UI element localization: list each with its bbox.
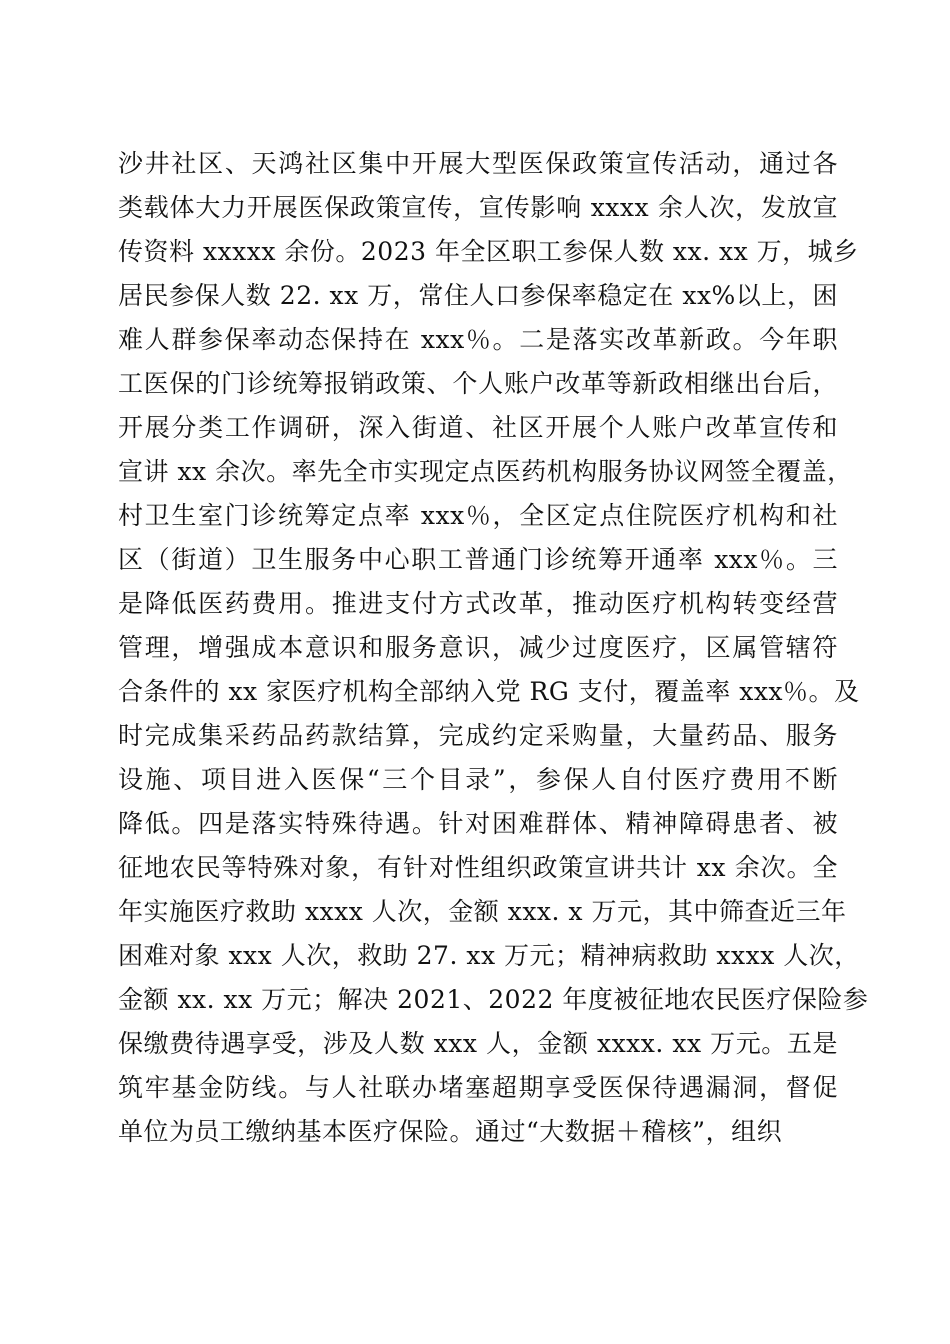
text-line: 时完成集采药品药款结算，完成约定采购量，大量药品、服务 bbox=[118, 721, 838, 750]
text-line: 征地农民等特殊对象，有针对性组织政策宣讲共计 xx 余次。全 bbox=[118, 853, 838, 882]
text-line: 宣讲 xx 余次。率先全市实现定点医药机构服务协议网签全覆盖， bbox=[118, 457, 853, 486]
text-line: 难人群参保率动态保持在 xxx％。二是落实改革新政。今年职 bbox=[118, 325, 838, 354]
text-line: 传资料 xxxxx 余份。2023 年全区职工参保人数 xx. xx 万，城乡 bbox=[118, 237, 859, 266]
body-paragraph bbox=[118, 142, 869, 1154]
text-line: 合条件的 xx 家医疗机构全部纳入党 RG 支付，覆盖率 xxx％。及 bbox=[118, 677, 860, 706]
text-line: 年实施医疗救助 xxxx 人次，金额 xxx. x 万元，其中筛查近三年 bbox=[118, 897, 847, 926]
text-line: 是降低医药费用。推进支付方式改革，推动医疗机构转变经营 bbox=[118, 589, 838, 618]
text-line: 区（街道）卫生服务中心职工普通门诊统筹开通率 xxx％。三 bbox=[118, 545, 838, 574]
text-line: 保缴费待遇享受，涉及人数 xxx 人，金额 xxxx. xx 万元。五是 bbox=[118, 1029, 838, 1058]
text-line: 困难对象 xxx 人次，救助 27. xx 万元；精神病救助 xxxx 人次， bbox=[118, 941, 860, 970]
text-line: 村卫生室门诊统筹定点率 xxx％，全区定点住院医疗机构和社 bbox=[118, 501, 838, 530]
text-line: 金额 xx. xx 万元；解决 2021、2022 年度被征地农民医疗保险参 bbox=[118, 985, 869, 1014]
text-line: 筑牢基金防线。与人社联办堵塞超期享受医保待遇漏洞，督促 bbox=[118, 1073, 838, 1102]
text-line: 单位为员工缴纳基本医疗保险。通过“大数据＋稽核”，组织 bbox=[118, 1117, 783, 1146]
text-line: 设施、项目进入医保“三个目录”，参保人自付医疗费用不断 bbox=[118, 765, 838, 794]
text-line: 降低。四是落实特殊待遇。针对困难群体、精神障碍患者、被 bbox=[118, 809, 838, 838]
text-line: 工医保的门诊统筹报销政策、个人账户改革等新政相继出台后， bbox=[118, 369, 838, 398]
text-line: 沙井社区、天鸿社区集中开展大型医保政策宣传活动，通过各 bbox=[118, 149, 838, 178]
text-line: 管理，增强成本意识和服务意识，减少过度医疗，区属管辖符 bbox=[118, 633, 838, 662]
text-line: 开展分类工作调研，深入街道、社区开展个人账户改革宣传和 bbox=[118, 413, 838, 442]
text-line: 居民参保人数 22. xx 万，常住人口参保率稳定在 xx%以上，困 bbox=[118, 281, 838, 310]
text-line: 类载体大力开展医保政策宣传，宣传影响 xxxx 余人次，发放宣 bbox=[118, 193, 838, 222]
